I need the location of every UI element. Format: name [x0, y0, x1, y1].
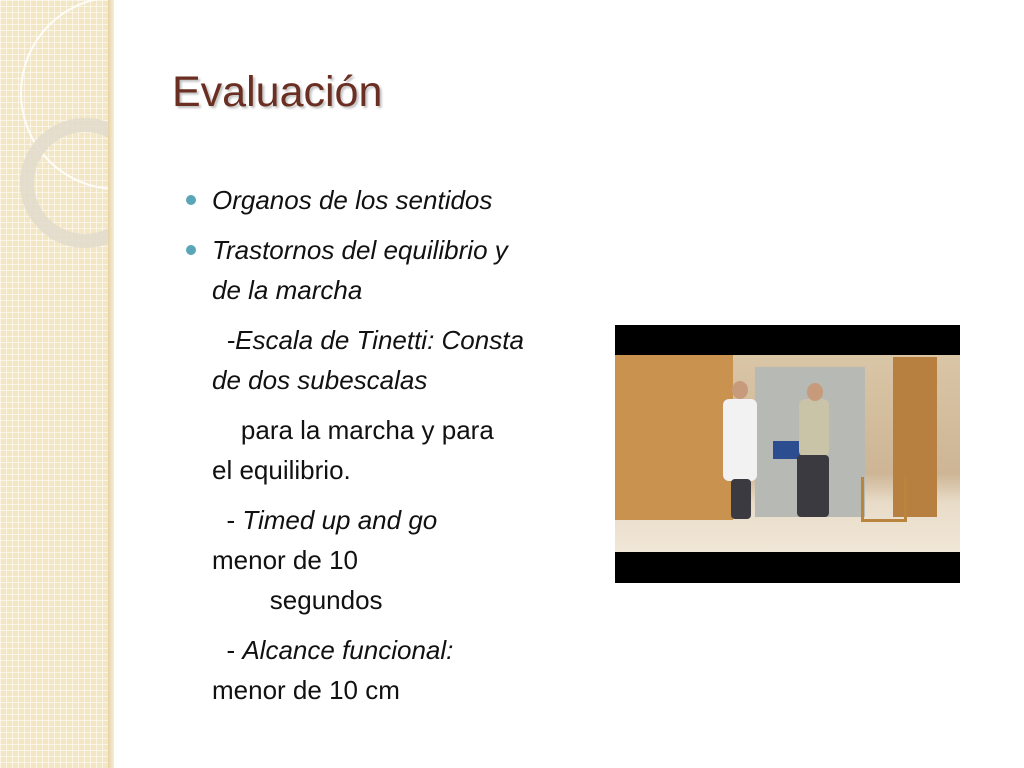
bullet-text-line: Trastornos del equilibrio y	[212, 235, 508, 265]
patient-head	[807, 383, 823, 401]
tug-heading	[212, 500, 554, 540]
alcance-label: Alcance funcional:	[242, 635, 454, 665]
tinetti-line: de dos subescalas	[212, 365, 428, 395]
decorative-sidebar	[0, 0, 114, 768]
tug-line: menor de 10	[212, 545, 358, 575]
doctor-head	[732, 381, 748, 399]
alcance-prefix: -	[212, 635, 243, 665]
bullet-item	[184, 230, 554, 310]
doctor-figure	[723, 399, 757, 481]
tinetti-cont-line: el equilibrio.	[212, 455, 351, 485]
tinetti-paragraph	[184, 320, 554, 400]
bullet-text: Organos de los sentidos	[212, 185, 493, 215]
tinetti-continuation	[184, 410, 554, 490]
tinetti-cont-line: para la marcha y para	[212, 415, 494, 445]
chair	[861, 477, 907, 522]
slide-title: Evaluación	[172, 68, 383, 116]
alcance-line: menor de 10 cm	[212, 675, 400, 705]
patient-legs	[797, 455, 829, 517]
bullet-item	[184, 180, 554, 220]
tinetti-line: -Escala de Tinetti: Consta	[212, 325, 524, 355]
tug-paragraph	[184, 500, 554, 620]
wooden-door	[615, 355, 733, 520]
bullet-text-line: de la marcha	[212, 275, 363, 305]
alcance-paragraph	[184, 630, 554, 710]
doctor-legs	[731, 479, 751, 519]
sidebar-edge	[108, 0, 114, 768]
patient-figure	[799, 399, 829, 457]
gait-test-scene	[615, 355, 960, 552]
slide-body	[184, 180, 554, 720]
video-thumbnail[interactable]	[615, 325, 960, 583]
tug-prefix: -	[212, 505, 243, 535]
tug-label: Timed up and go	[242, 505, 438, 535]
tug-line: segundos	[212, 585, 383, 615]
alcance-heading	[212, 630, 554, 670]
